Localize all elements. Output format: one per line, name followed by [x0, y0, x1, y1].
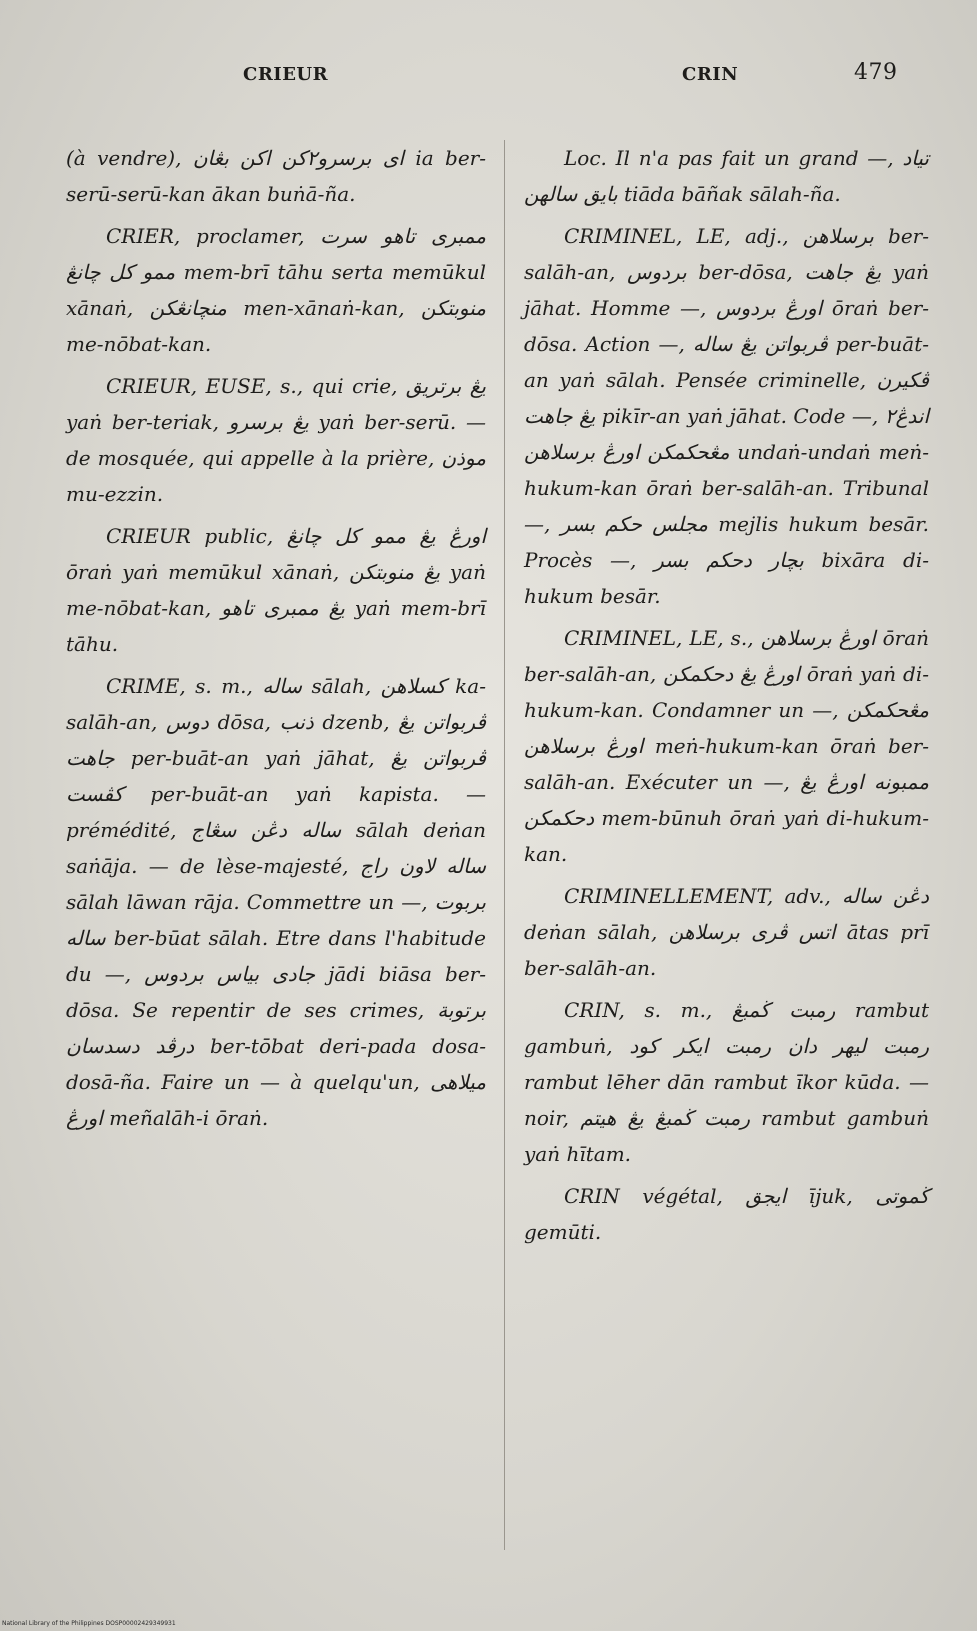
footer-credit: National Library of the Philippines DOSP00002429349931 [2, 1620, 176, 1627]
entry-crieur-public: CRIEUR public, اورڠ یڠ ممو کل چانڠ ōraṅ yaṅ memūkul xānaṅ, یڠ منوبتکن yaṅ me-nōbat-kan, یڠ ممبری تاهو yaṅ mem-brī tāhu. [66, 524, 487, 656]
entry-criminel-noun: CRIMINEL, LE, s., اورڠ برسلاهن ōraṅ ber-salāh-an, اورڠ یڠ دحکمکن ōraṅ yaṅ di-hukum-kan. Condamner un —, مڠحکمکن اورڠ برسلاهن meṅ-hukum-kan ōraṅ ber-salāh-an. Exécuter un —, ممبونه اورڠ یڠ دحکمکن mem-būnuh ōraṅ yaṅ di-hukum-kan. [524, 626, 930, 866]
entry-criminellement: CRIMINELLEMENT, adv., دڠن ساله deṅan sālah, اتس ڤری برسلاهن ātas prī ber-salāh-an. [524, 884, 929, 980]
running-head-center: CRIN [682, 64, 739, 85]
entry-crieur: CRIEUR, EUSE, s., qui crie, یڠ برتریق yaṅ ber-teriak, یڠ برسرو yaṅ ber-serū. — de mosquée, qui appelle à la prière, موذن mu-ezzin. [66, 374, 487, 506]
column-divider [504, 140, 505, 1550]
running-head-left: CRIEUR [243, 64, 329, 85]
entry-crime: CRIME, s. m., ساله sālah, کسلاهن ka-salāh-an, دوس dōsa, ذنب dzenb, ڤربواتن یڠ جاهت per-buāt-an yaṅ jāhat, ڤربواتن یڠ کڤست per-buāt-an yaṅ kapista. — prémédité, ساله دڠن سڠاج sālah deṅan saṅāja. — de lèse-majesté, ساله لاون راج sālah lāwan rāja. Commettre un —, بربوت ساله ber-būat sālah. Etre dans l'habitude du —, جادی بیاس بردوس jādi biāsa ber-dōsa. Se repentir de ses crimes, برتوبة درڤد دسدسان ber-tōbat deri-pada dosa-dosā-ña. Faire un — à quelqu'un, میلاهی اورڠ meñalāh-i ōraṅ. [66, 674, 487, 1130]
entry-crier: CRIER, proclamer, ممبری تاهو سرت ممو کل چانڠ mem-brī tāhu serta memūkul xānaṅ, منچانڠکن men-xānaṅ-kan, منوبتکن me-nōbat-kan. [66, 224, 486, 356]
entry-crin: CRIN, s. m., رمبت ڬمبڠ rambut gambuṅ, رمبت لیهر دان رمبت ایکر کود rambut lēher dān rambut īkor kūda. — noir, رمبت ڬمبڠ یڠ هیتم rambut gambuṅ yaṅ hītam. [524, 998, 930, 1166]
entry-criminel-adj: CRIMINEL, LE, adj., برسلاهن ber-salāh-an, بردوس ber-dōsa, یڠ جاهت yaṅ jāhat. Homme —, اورڠ بردوس ōraṅ ber-dōsa. Action —, ڤربواتن یڠ ساله per-buāt-an yaṅ sālah. Pensée criminelle, ڤکیرن یڠ جاهت pikīr-an yaṅ jāhat. Code —, اندڠ۲ مڠحکمکن اورڠ برسلاهن undaṅ-undaṅ meṅ-hukum-kan ōraṅ ber-salāh-an. Tribunal —, مجلس حکم بسر mejlis hukum besār. Procès —, بچار دحکم بسر bixāra di-hukum besār. [524, 224, 930, 608]
entry-loc: Loc. Il n'a pas fait un grand —, تیاد بایق سالهن tiāda bāñak sālah-ña. [524, 146, 929, 206]
left-column [66, 140, 486, 1142]
right-column [524, 140, 929, 1256]
page-number: 479 [854, 60, 898, 85]
entry-crin-vegetal: CRIN végétal, ایجق ījuk, ڬموتی gemūti. [524, 1184, 930, 1244]
entry-continuation: (à vendre), ای برسرو۲کن اکن بڠان ia ber-serū-serū-kan ākan buṅā-ña. [66, 146, 487, 206]
